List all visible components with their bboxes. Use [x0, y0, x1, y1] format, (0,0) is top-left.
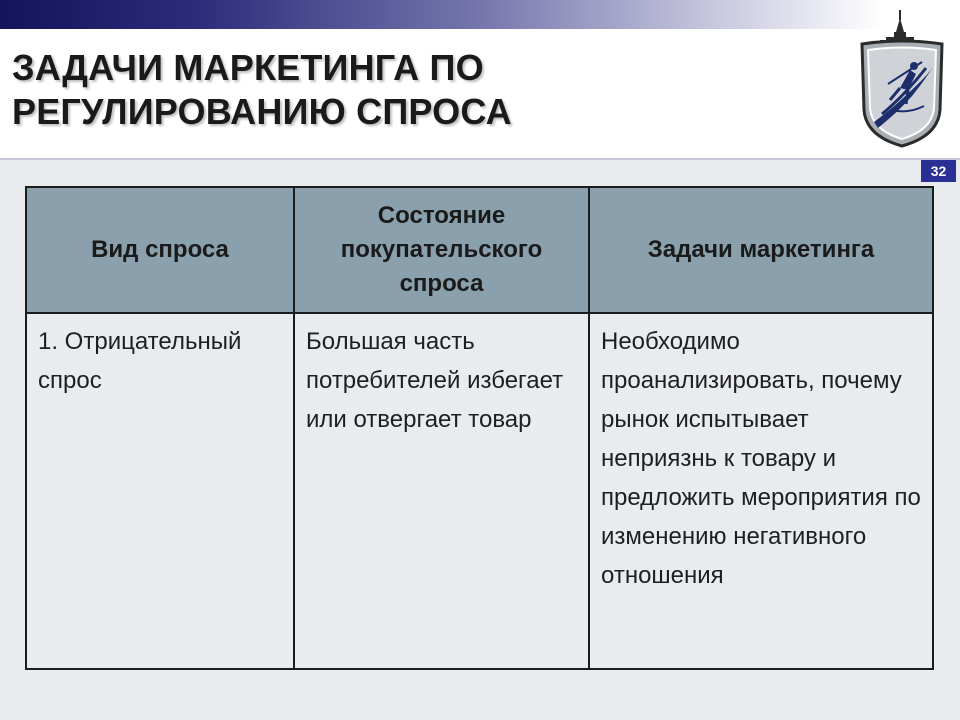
slide-title	[12, 46, 512, 134]
column-header-demand-type: Вид спроса	[26, 187, 294, 313]
university-emblem-icon	[852, 10, 952, 148]
table-header-row	[26, 187, 933, 313]
table-row	[26, 313, 933, 669]
column-header-marketing-tasks: Задачи маркетинга	[589, 187, 933, 313]
title-line-2: РЕГУЛИРОВАНИЮ СПРОСА	[12, 91, 512, 132]
demand-table	[25, 186, 934, 670]
cell-demand-state: Большая часть потребителей избегает или отвергает товар	[294, 313, 589, 669]
cell-demand-type: 1. Отрицательный спрос	[26, 313, 294, 669]
header-divider	[0, 158, 960, 160]
emblem-graphic	[852, 10, 952, 148]
top-gradient-band	[0, 0, 960, 29]
page-number-badge: 32	[921, 160, 956, 182]
title-line-1: ЗАДАЧИ МАРКЕТИНГА ПО	[12, 47, 484, 88]
column-header-demand-state: Состояние покупательского спроса	[294, 187, 589, 313]
cell-marketing-task: Необходимо проанализировать, почему рынок испытывает неприязнь к товару и предложить мероприятия по изменению негативного отношения	[589, 313, 933, 669]
